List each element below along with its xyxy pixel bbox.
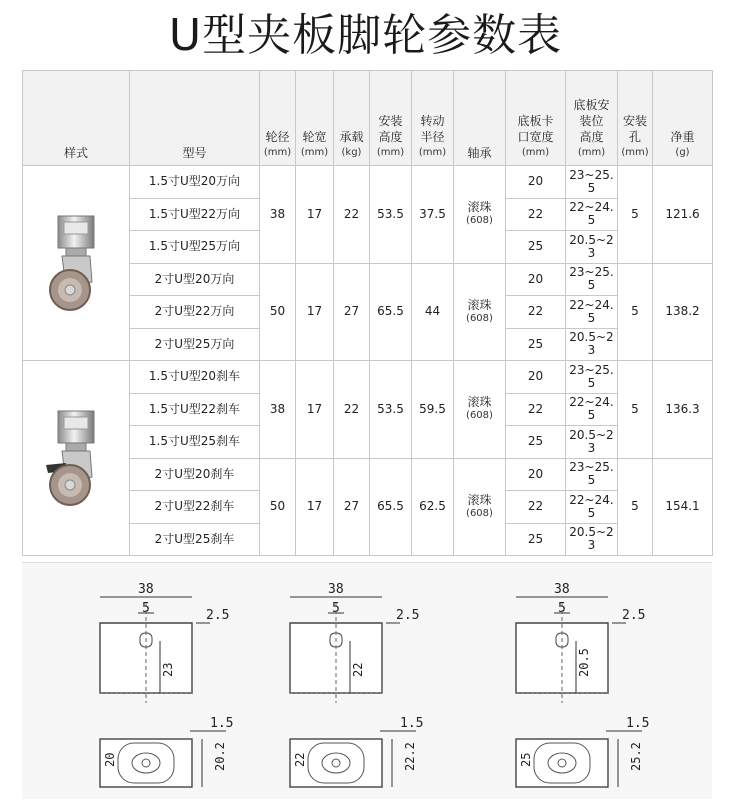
load-cell: 27 [334, 263, 370, 361]
bearing-type: 滚珠 [467, 492, 492, 507]
hole-label: 5 [142, 601, 150, 616]
base-height-line-2: 5 [587, 375, 596, 390]
base-height-line-1: 23~25. [569, 460, 614, 475]
install-height-cell: 53.5 [370, 361, 412, 459]
model-cell: 1.5寸U型25万向 [130, 231, 260, 264]
wheel-width-cell: 17 [296, 458, 334, 556]
table-row [23, 166, 713, 199]
base-height-line-1: 23~25. [569, 167, 614, 182]
wheel-dia-cell: 38 [260, 166, 296, 264]
wheel-width-cell: 17 [296, 263, 334, 361]
base-height-cell [566, 426, 618, 459]
wheel-dia-cell: 38 [260, 361, 296, 459]
bearing-cell [454, 166, 506, 264]
hole-cell: 5 [618, 166, 653, 264]
base-height-cell [566, 231, 618, 264]
bearing-type: 滚珠 [467, 200, 492, 215]
base-gap-cell: 22 [506, 393, 566, 426]
header-swivel-radius: 转动 半径 (mm) [412, 71, 454, 166]
bearing-code: (608) [466, 507, 493, 519]
hole-cell: 5 [618, 263, 653, 361]
header-base-install-height: 底板安 装位 高度 (mm) [566, 71, 618, 166]
base-gap-cell: 25 [506, 523, 566, 556]
page-title: U型夹板脚轮参数表 [168, 10, 563, 61]
side-label: 25 [519, 752, 533, 767]
bearing-code: (608) [466, 410, 493, 422]
spec-table [22, 70, 713, 556]
height-label: 23 [161, 662, 175, 677]
bearing-cell [454, 458, 506, 556]
model-cell: 1.5寸U型20万向 [130, 166, 260, 199]
edge-label: 2.5 [622, 608, 646, 623]
base-height-line-2: 5 [587, 278, 596, 293]
base-height-line-1: 22~24. [569, 200, 614, 215]
net-weight-cell: 136.3 [653, 361, 713, 459]
base-height-line-2: 5 [587, 310, 596, 325]
table-header-row [23, 71, 713, 166]
base-height-cell [566, 263, 618, 296]
base-gap-cell: 20 [506, 458, 566, 491]
height-label: 20.5 [577, 648, 591, 677]
base-height-line-2: 5 [587, 473, 596, 488]
header-load: 承载 (kg) [334, 71, 370, 166]
model-cell: 1.5寸U型22刹车 [130, 393, 260, 426]
table-row [23, 361, 713, 394]
base-height-line-1: 20.5~2 [569, 525, 614, 540]
hole-label: 5 [558, 601, 566, 616]
depth-label: 20.2 [213, 742, 227, 771]
header-install-height: 安装 高度 (mm) [370, 71, 412, 166]
width-label: 38 [328, 582, 344, 597]
caster-image-cell [23, 166, 130, 361]
base-height-line-2: 5 [587, 408, 596, 423]
bearing-code: (608) [466, 312, 493, 324]
load-cell: 27 [334, 458, 370, 556]
wheel-dia-cell: 50 [260, 263, 296, 361]
base-gap-cell: 25 [506, 231, 566, 264]
base-gap-cell: 25 [506, 328, 566, 361]
model-cell: 2寸U型25万向 [130, 328, 260, 361]
load-cell: 22 [334, 166, 370, 264]
wheel-width-cell: 17 [296, 166, 334, 264]
model-cell: 1.5寸U型20刹车 [130, 361, 260, 394]
swivel-radius-cell: 59.5 [412, 361, 454, 459]
net-weight-cell: 138.2 [653, 263, 713, 361]
width-label: 38 [554, 582, 570, 597]
bearing-cell [454, 361, 506, 459]
caster-image-cell [23, 361, 130, 556]
install-height-cell: 65.5 [370, 263, 412, 361]
base-height-cell [566, 296, 618, 329]
base-gap-cell: 20 [506, 361, 566, 394]
drawings-canvas [22, 563, 712, 799]
base-height-cell [566, 166, 618, 199]
bearing-type: 滚珠 [467, 395, 492, 410]
base-height-line-1: 23~25. [569, 265, 614, 280]
top-edge-label: 1.5 [400, 716, 424, 731]
base-height-line-2: 3 [587, 343, 596, 358]
depth-label: 25.2 [629, 742, 643, 771]
base-height-cell [566, 328, 618, 361]
base-height-line-2: 5 [587, 505, 596, 520]
base-height-cell [566, 491, 618, 524]
base-height-line-2: 3 [587, 440, 596, 455]
base-height-line-1: 20.5~2 [569, 427, 614, 442]
base-gap-cell: 22 [506, 491, 566, 524]
base-gap-cell: 25 [506, 426, 566, 459]
header-base-gap: 底板卡 口宽度 (mm) [506, 71, 566, 166]
side-label: 22 [293, 752, 307, 767]
base-height-line-2: 3 [587, 245, 596, 260]
model-cell: 2寸U型20刹车 [130, 458, 260, 491]
brake-caster-icon [23, 403, 129, 513]
top-edge-label: 1.5 [626, 716, 650, 731]
model-cell: 2寸U型22刹车 [130, 491, 260, 524]
base-height-line-1: 20.5~2 [569, 232, 614, 247]
header-net-weight: 净重 (g) [653, 71, 713, 166]
header-wheel-dia: 轮径 (mm) [260, 71, 296, 166]
load-cell: 22 [334, 361, 370, 459]
model-cell: 2寸U型20万向 [130, 263, 260, 296]
swivel-radius-cell: 44 [412, 263, 454, 361]
hole-cell: 5 [618, 458, 653, 556]
hole-cell: 5 [618, 361, 653, 459]
swivel-radius-cell: 62.5 [412, 458, 454, 556]
base-height-line-1: 22~24. [569, 492, 614, 507]
model-cell: 2寸U型22万向 [130, 296, 260, 329]
technical-drawings [22, 562, 712, 799]
net-weight-cell: 154.1 [653, 458, 713, 556]
bearing-code: (608) [466, 215, 493, 227]
base-gap-cell: 22 [506, 296, 566, 329]
install-height-cell: 65.5 [370, 458, 412, 556]
base-height-cell [566, 393, 618, 426]
net-weight-cell: 121.6 [653, 166, 713, 264]
base-height-line-1: 23~25. [569, 362, 614, 377]
base-height-line-2: 5 [587, 180, 596, 195]
wheel-width-cell: 17 [296, 361, 334, 459]
bearing-cell [454, 263, 506, 361]
edge-label: 2.5 [206, 608, 230, 623]
header-hole: 安装 孔 (mm) [618, 71, 653, 166]
swivel-caster-icon [23, 208, 129, 318]
model-cell: 1.5寸U型22万向 [130, 198, 260, 231]
depth-label: 22.2 [403, 742, 417, 771]
base-height-cell [566, 198, 618, 231]
base-height-cell [566, 361, 618, 394]
base-height-line-2: 3 [587, 538, 596, 553]
bearing-type: 滚珠 [467, 297, 492, 312]
base-height-line-1: 20.5~2 [569, 330, 614, 345]
header-model: 型号 [130, 71, 260, 166]
header-wheel-width: 轮宽 (mm) [296, 71, 334, 166]
top-edge-label: 1.5 [210, 716, 234, 731]
width-label: 38 [138, 582, 154, 597]
base-gap-cell: 22 [506, 198, 566, 231]
base-gap-cell: 20 [506, 263, 566, 296]
base-height-cell [566, 523, 618, 556]
base-gap-cell: 20 [506, 166, 566, 199]
model-cell: 2寸U型25刹车 [130, 523, 260, 556]
base-height-line-1: 22~24. [569, 297, 614, 312]
base-height-line-2: 5 [587, 213, 596, 228]
edge-label: 2.5 [396, 608, 420, 623]
swivel-radius-cell: 37.5 [412, 166, 454, 264]
header-bearing: 轴承 [454, 71, 506, 166]
hole-label: 5 [332, 601, 340, 616]
base-height-cell [566, 458, 618, 491]
wheel-dia-cell: 50 [260, 458, 296, 556]
header-style: 样式 [23, 71, 130, 166]
install-height-cell: 53.5 [370, 166, 412, 264]
model-cell: 1.5寸U型25刹车 [130, 426, 260, 459]
side-label: 20 [103, 752, 117, 767]
base-height-line-1: 22~24. [569, 395, 614, 410]
height-label: 22 [351, 662, 365, 677]
